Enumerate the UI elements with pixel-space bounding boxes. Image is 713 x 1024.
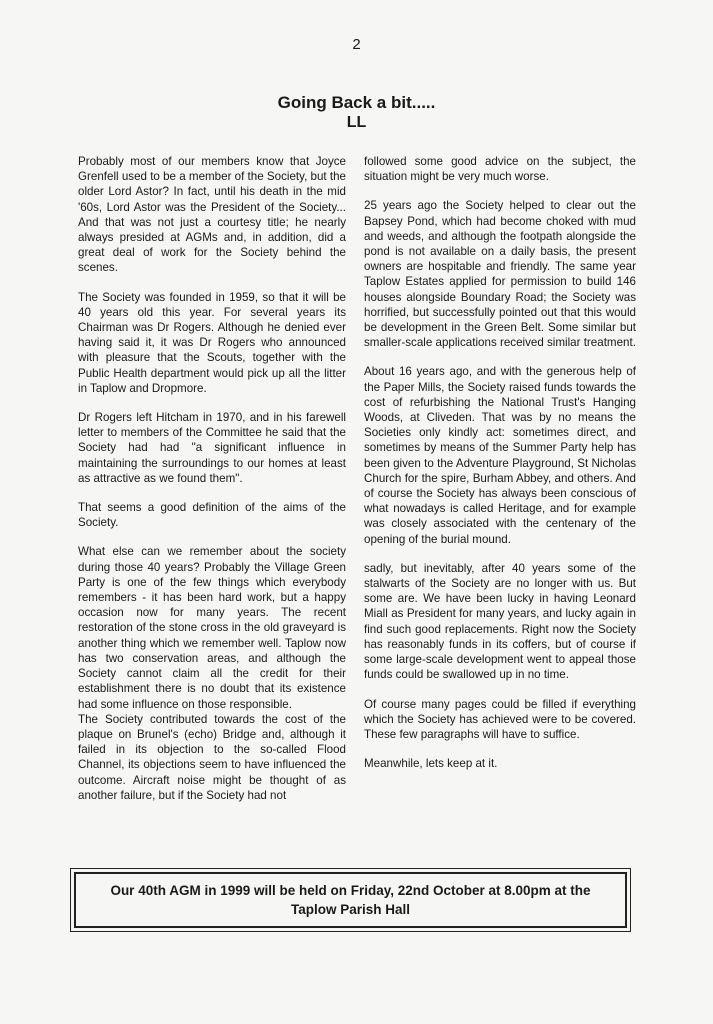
right-column — [364, 154, 636, 785]
paragraph: followed some good advice on the subject, the situation might be very much worse. — [364, 155, 636, 184]
page-number: 2 — [352, 36, 361, 53]
agm-notice-text: Our 40th AGM in 1999 will be held on Friday, 22nd October at 8.00pm at the Taplow Parish Hall — [74, 872, 627, 928]
paragraph: What else can we remember about the society during those 40 years? Probably the Village Green Party is one of the few things which everybody remembers - it has been hard work, but a happy occasion now for many years. The recent restoration of the stone cross in the old graveyard is another thing which we remember well. Taplow now has two conservation areas, and although the Society cannot claim all the credit for their establishment there is no doubt that its existence had some influence on those responsible. — [78, 545, 346, 711]
left-column — [78, 154, 346, 817]
paragraph: 25 years ago the Society helped to clear out the Bapsey Pond, which had become choked with mud and weeds, and although the footpath alongside the pond is not available on a daily basis, the present owners are hospitable and friendly. The same year Taplow Estates applied for permission to build 146 houses alongside Boundary Road; the Society was horrified, but successfully pointed out that this would be development in the Green Belt. Some similar but smaller-scale applications received similar treatment. — [364, 199, 636, 350]
agm-notice-box — [70, 868, 631, 932]
paragraph: The Society was founded in 1959, so that it will be 40 years old this year. For several years its Chairman was Dr Rogers. Although he denied ever having said it, it was Dr Rogers who announced with pleasure that the Scouts, together with the Public Health department would pick up all the litter in Taplow and Dropmore. — [78, 290, 346, 395]
article-heading — [0, 92, 713, 133]
article-title: Going Back a bit..... — [277, 93, 436, 112]
paragraph: sadly, but inevitably, after 40 years some of the stalwarts of the Society are no longer with us. But some are. We have been lucky in having Leonard Miall as President for many years, and lucky again in find such good replacements. Right now the Society has reasonably funds in its coffers, but of course if some large-scale development went to appeal those funds could be swallowed up in no time. — [364, 561, 636, 682]
paragraph: Probably most of our members know that Joyce Grenfell used to be a member of the Society, but the older Lord Astor? In fact, until his death in the mid '60s, Lord Astor was the President of the Society... And that was not just a courtesy title; he nearly always presided at AGMs and, in addition, did a great deal of work for the Society behind the scenes. — [78, 155, 346, 275]
paragraph: The Society contributed towards the cost of the plaque on Brunel's (echo) Bridge and, although it failed in its objection to the so-called Flood Channel, its objections seem to have influenced the outcome. Aircraft noise might be thought of as another failure, but if the Society had not — [78, 712, 346, 802]
paragraph: About 16 years ago, and with the generous help of the Paper Mills, the Society raised funds towards the cost of refurbishing the National Trust's Hanging Woods, at Cliveden. That was by no means the Societies only kindly act: sometimes direct, and sometimes by means of the Summer Party help has been given to the Adventure Playground, St Nicholas Church for the spire, Burham Abbey, and others. And of course the Society has always been conscious of what nowadays is called Heritage, and for example was closely associated with the centenary of the opening of the burial mound. — [364, 365, 636, 546]
paragraph: Meanwhile, lets keep at it. — [364, 757, 498, 771]
article-author: LL — [346, 114, 367, 132]
paragraph: Dr Rogers left Hitcham in 1970, and in his farewell letter to members of the Committee he said that the Society had had "a significant influence in maintaining the surroundings to our homes at least as attractive as we found them". — [78, 411, 346, 485]
paragraph: That seems a good definition of the aims of the Society. — [78, 501, 346, 530]
paragraph: Of course many pages could be filled if everything which the Society has achieved were to be covered. These few paragraphs will have to suffice. — [364, 697, 636, 741]
